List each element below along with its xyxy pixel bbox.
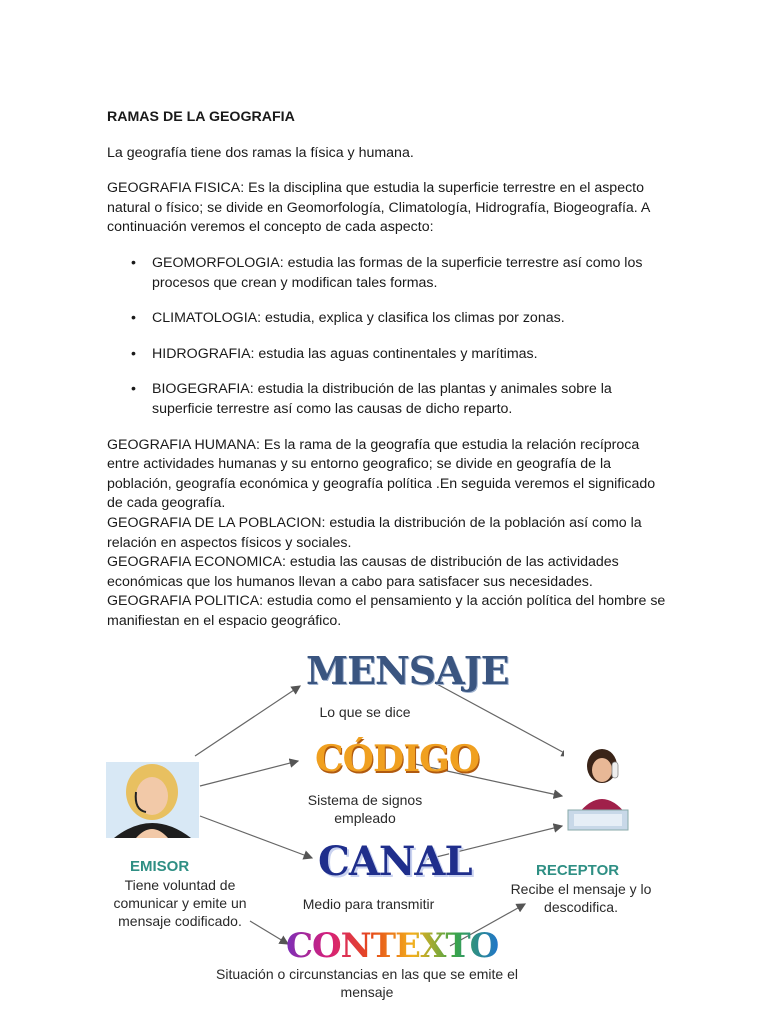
codigo-caption-line2: empleado: [334, 810, 396, 826]
communication-diagram: [100, 646, 670, 1006]
document-body: [107, 108, 667, 631]
contexto-word: [286, 926, 498, 966]
bullet-icon: •: [131, 254, 136, 271]
emisor-avatar: [106, 762, 199, 838]
economica-paragraph: GEOGRAFIA ECONOMICA: estudia las causas de distribución de las actividades económicas que los humanos llevan a cabo para satisfacer sus necesidades.: [107, 554, 619, 590]
receptor-label: RECEPTOR: [536, 862, 620, 879]
emisor-line2: comunicar y emite un: [113, 895, 247, 911]
mensaje-word: MENSAJE: [306, 648, 509, 693]
codigo-caption-line1: Sistema de signos: [307, 792, 423, 808]
list-item: • BIOGEGRAFIA: estudia la distribución de las plantas y animales sobre la superficie terrestre así como las causas de dicho reparto.: [131, 381, 612, 417]
intro-paragraph: La geografía tiene dos ramas la física y humana.: [107, 144, 414, 161]
document-title: RAMAS DE LA GEOGRAFIA: [107, 109, 295, 125]
politica-paragraph: GEOGRAFIA POLITICA: estudia como el pensamiento y la acción política del hombre se manifiestan en el espacio geográfico.: [107, 593, 666, 629]
arrow-emisor-mensaje: [195, 686, 300, 756]
list-item: • GEOMORFOLOGIA: estudia las formas de la superficie terrestre así como los procesos que crean y modifican tales formas.: [131, 254, 643, 291]
woman-phone-icon: [564, 744, 636, 836]
geografia-fisica-paragraph: GEOGRAFIA FISICA: Es la disciplina que estudia la superficie terrestre en el aspecto natural o físico; se divide en Geomorfología, Climatología, Hidrografía, Biogeografía. A continuación veremos el concepto de cada aspecto:: [107, 180, 650, 236]
arrow-emisor-codigo: [200, 761, 298, 786]
list-item: • CLIMATOLOGIA: estudia, explica y clasifica los climas por zonas.: [107, 309, 667, 329]
receptor-line2: descodifica.: [544, 899, 618, 915]
contexto-word-text: CONTEXTO: [286, 926, 499, 966]
canal-word: CANAL: [318, 838, 472, 885]
geografia-humana-paragraph: GEOGRAFIA HUMANA: Es la rama de la geografía que estudia la relación recíproca entre actividades humanas y su entorno geografico; se divide en geografía de la población, geografía económica y geografía política .En seguida veremos el significado de cada geografía.: [107, 436, 656, 512]
canal-caption: Medio para transmitir: [302, 896, 435, 912]
codigo-word: CÓDIGO: [315, 738, 480, 780]
branches-list: [107, 254, 667, 420]
emisor-label: EMISOR: [130, 858, 190, 875]
receptor-line1: Recibe el mensaje y lo: [510, 881, 652, 897]
bullet-icon: •: [131, 381, 136, 398]
woman-headset-icon: [106, 762, 199, 838]
bullet-icon: •: [131, 310, 136, 327]
contexto-caption-line2: mensaje: [340, 984, 394, 1000]
contexto-caption-line1: Situación o circunstancias en las que se emite el: [216, 966, 518, 982]
emisor-line3: mensaje codificado.: [118, 913, 242, 929]
receptor-avatar: [564, 744, 636, 836]
bullet-icon: •: [131, 345, 136, 362]
poblacion-paragraph: GEOGRAFIA DE LA POBLACION: estudia la distribución de la población así como la relación en aspectos físicos y sociales.: [107, 514, 642, 551]
list-item: • HIDROGRAFIA: estudia las aguas continentales y marítimas.: [107, 345, 667, 365]
emisor-line1: Tiene voluntad de: [124, 877, 236, 893]
mensaje-caption: Lo que se dice: [319, 704, 411, 720]
